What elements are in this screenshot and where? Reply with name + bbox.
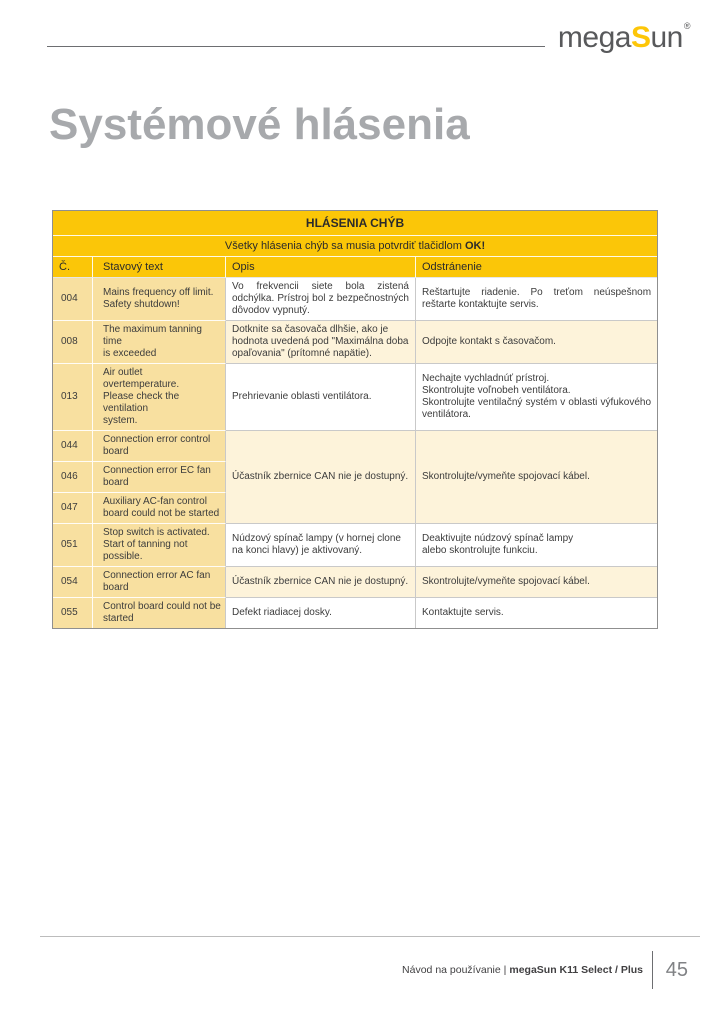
cell-line: Connection error EC fan [103,465,211,476]
cell-status-text [93,278,226,321]
cell-line: Nechajte vychladnúť prístroj. [422,373,550,384]
footer-product-name: megaSun K11 Select / Plus [509,964,643,976]
cell-line: is exceeded [103,348,157,359]
cell-line: started [103,613,134,624]
cell-line: Skontrolujte/vymeňte spojovací kábel. [422,576,590,587]
cell-line: Connection error AC fan [103,570,211,581]
column-header-description: Opis [226,257,416,278]
cell-description [226,567,416,598]
footer-manual-label [402,964,643,976]
cell-description [226,524,416,567]
column-header-row [53,257,657,278]
cell-error-code: 013 [53,364,93,431]
header-rule [47,46,545,47]
cell-remedy [416,598,657,628]
cell-description [226,431,416,524]
cell-line: Skontrolujte/vymeňte spojovací kábel. [422,471,590,482]
cell-line: Start of tanning not possible. [103,539,188,562]
logo-accent-s: S [630,21,651,54]
cell-line: Defekt riadiacej dosky. [232,607,332,618]
table-subtitle-row [53,236,657,257]
cell-error-code: 051 [53,524,93,567]
cell-line: Deaktivujte núdzový spínač lampy [422,533,574,544]
cell-line: Vo frekvencii siete bola zistená odchýlka. Prístroj bol z bezpečnostných dôvodov vypnutý. [232,281,409,316]
table-row [53,278,657,321]
cell-line: Connection error control [103,434,211,445]
column-header-remedy: Odstránenie [416,257,657,278]
cell-description [226,321,416,364]
column-header-status: Stavový text [93,257,226,278]
cell-description [226,364,416,431]
cell-error-code: 054 [53,567,93,598]
cell-line: Stop switch is activated. [103,527,210,538]
subtitle-text: Všetky hlásenia chýb sa musia potvrdiť tlačidlom [224,240,465,252]
cell-status-text [93,364,226,431]
error-messages-table [52,210,658,629]
cell-status-text [93,321,226,364]
table-row [53,524,657,567]
cell-remedy [416,278,657,321]
subtitle-ok-bold: OK! [465,240,486,252]
cell-line: board [103,582,129,593]
footer-rule [40,936,700,937]
table-subtitle [53,236,657,257]
table-title: HLÁSENIA CHÝB [53,211,657,236]
cell-line: Control board could not be [103,601,221,612]
cell-status-text [93,524,226,567]
cell-status-text [93,567,226,598]
cell-line: Skontrolujte ventilačný systém v oblasti výfukového ventilátora. [422,397,652,420]
table-row [53,598,657,628]
cell-line: board [103,446,129,457]
cell-line: Účastník zbernice CAN nie je dostupný. [232,576,409,587]
cell-error-code: 055 [53,598,93,628]
cell-description [226,598,416,628]
table-row [53,321,657,364]
cell-error-code: 044 [53,431,93,462]
cell-remedy [416,321,657,364]
logo-text-mega: mega [557,21,631,54]
cell-line: Núdzový spínač lampy (v hornej clone [232,533,401,544]
cell-line: na konci hlavy) je aktivovaný. [232,545,363,556]
cell-remedy [416,431,657,524]
cell-line: Auxiliary AC-fan control [103,496,207,507]
table-row [53,567,657,598]
cell-remedy [416,567,657,598]
footer-label-text: Návod na používanie | [402,964,507,976]
cell-line: Účastník zbernice CAN nie je dostupný. [232,471,409,482]
cell-line: system. [103,415,138,426]
cell-status-text [93,598,226,628]
cell-remedy [416,524,657,567]
page-number: 45 [665,958,688,981]
cell-error-code: 008 [53,321,93,364]
cell-line: Please check the ventilation [103,391,180,414]
trademark-symbol: ® [683,21,690,31]
error-table-body [53,278,657,628]
cell-line: board [103,477,129,488]
cell-line: Reštartujte riadenie. Po treťom neúspešnom reštarte kontaktujte servis. [422,287,652,310]
cell-line: opaľovania" (prítomné napätie). [232,348,372,359]
cell-error-code: 047 [53,493,93,524]
table-row [53,364,657,431]
page-footer [402,950,688,990]
table-row [53,431,657,462]
cell-description [226,278,416,321]
page-title: Systémové hlásenia [49,100,470,149]
cell-line: hodnota uvedená pod "Maximálna doba [232,336,409,347]
cell-line: Skontrolujte voľnobeh ventilátora. [422,385,571,396]
cell-error-code: 004 [53,278,93,321]
megasun-logo [558,21,690,55]
footer-divider [652,951,653,989]
cell-line: Odpojte kontakt s časovačom. [422,336,556,347]
cell-line: Dotknite sa časovača dlhšie, ako je [232,324,389,335]
cell-line: board could not be started [103,508,220,519]
cell-status-text [93,462,226,493]
cell-line: Air outlet overtemperature. [103,367,180,390]
table-title-row [53,211,657,236]
cell-line: Prehrievanie oblasti ventilátora. [232,391,372,402]
cell-line: Mains frequency off limit. [103,287,214,298]
cell-status-text [93,493,226,524]
cell-line: alebo skontrolujte funkciu. [422,545,538,556]
cell-remedy [416,364,657,431]
column-header-number: Č. [53,257,93,278]
cell-line: Kontaktujte servis. [422,607,504,618]
cell-line: Safety shutdown! [103,299,180,310]
cell-error-code: 046 [53,462,93,493]
cell-line: The maximum tanning time [103,324,202,347]
cell-status-text [93,431,226,462]
logo-text-un: un [650,21,683,54]
